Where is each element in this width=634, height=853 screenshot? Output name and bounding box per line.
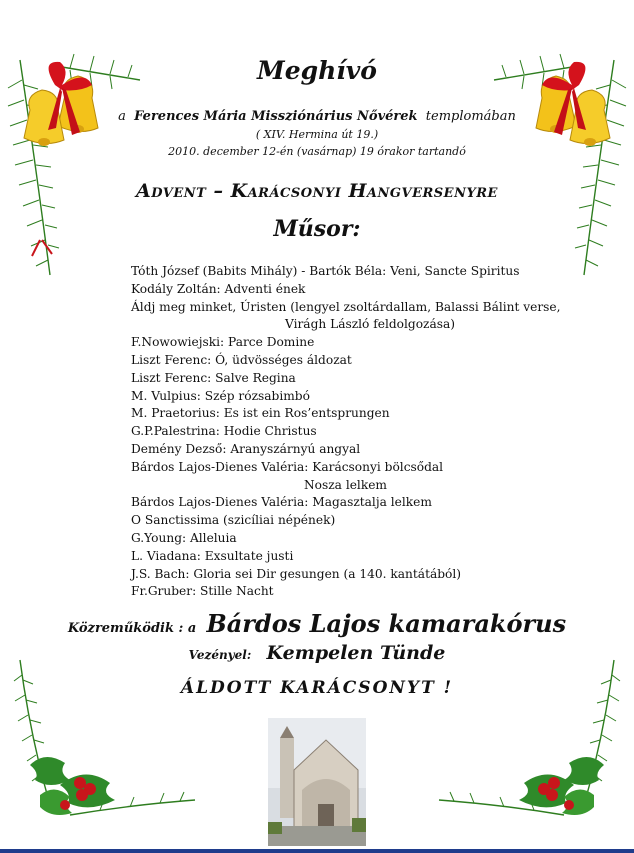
venue-prefix: a: [118, 109, 126, 124]
list-item: O Sanctissima (szicíliai népének): [131, 513, 336, 528]
list-item: Virágh László feldolgozása): [285, 317, 456, 332]
list-item: G.P.Palestrina: Hodie Christus: [131, 424, 317, 439]
venue-name: Ferences Mária Missziónárius Nővérek: [134, 109, 418, 124]
conductor-line: [0, 642, 634, 664]
list-item: Fr.Gruber: Stille Nacht: [131, 584, 274, 599]
list-item: G.Young: Alleluia: [131, 530, 237, 545]
performers-line: [0, 609, 634, 638]
list-item: Nosza lelkem: [304, 477, 387, 492]
list-item: Tóth József (Babits Mihály) - Bartók Béla: Veni, Sancte Spiritus: [131, 264, 520, 278]
conductor-label: Vezényel:: [188, 648, 252, 662]
list-item: M. Vulpius: Szép rózsabimbó: [131, 388, 310, 403]
program-heading: Műsor:: [273, 216, 361, 242]
list-item: Demény Dezső: Aranyszárnyú angyal: [131, 441, 361, 456]
list-item: Áldj meg minket, Úristen (lengyel zsoltárdallam, Balassi Bálint verse,: [131, 299, 561, 314]
church-photo: [268, 718, 366, 846]
list-item: Bárdos Lajos-Dienes Valéria: Magasztalja lelkem: [131, 495, 432, 510]
venue-suffix: templomában: [425, 109, 516, 124]
event-title: Advent – Karácsonyi Hangversenyre: [136, 180, 498, 202]
list-item: Bárdos Lajos-Dienes Valéria: Karácsonyi bölcsődal: [131, 459, 444, 474]
list-item: Liszt Ferenc: Ó, üdvösséges áldozat: [131, 352, 352, 367]
list-item: Liszt Ferenc: Salve Regina: [131, 370, 296, 385]
list-item: Kodály Zoltán: Adventi ének: [131, 281, 306, 296]
list-item: M. Praetorius: Es ist ein Ros’entsprungen: [131, 406, 390, 421]
program-list: [131, 263, 561, 601]
list-item: J.S. Bach: Gloria sei Dir gesungen (a 140. kantátából): [131, 566, 462, 581]
list-item: L. Viadana: Exsultate justi: [131, 548, 294, 563]
performers-name: Bárdos Lajos kamarakórus: [206, 609, 567, 638]
blessing: ÁLDOTT KARÁCSONYT !: [180, 678, 454, 698]
conductor-name: Kempelen Tünde: [266, 642, 446, 664]
performers-label: Közreműködik : a: [67, 621, 197, 636]
bottom-bar: [0, 849, 634, 853]
list-item: F.Nowowiejski: Parce Domine: [131, 335, 315, 350]
page-title: Meghívó: [257, 56, 377, 85]
address: ( XIV. Hermina út 19.): [255, 128, 379, 141]
date-line: 2010. december 12-én (vasárnap) 19 órakor tartandó: [168, 145, 466, 158]
venue-line: [0, 109, 634, 124]
